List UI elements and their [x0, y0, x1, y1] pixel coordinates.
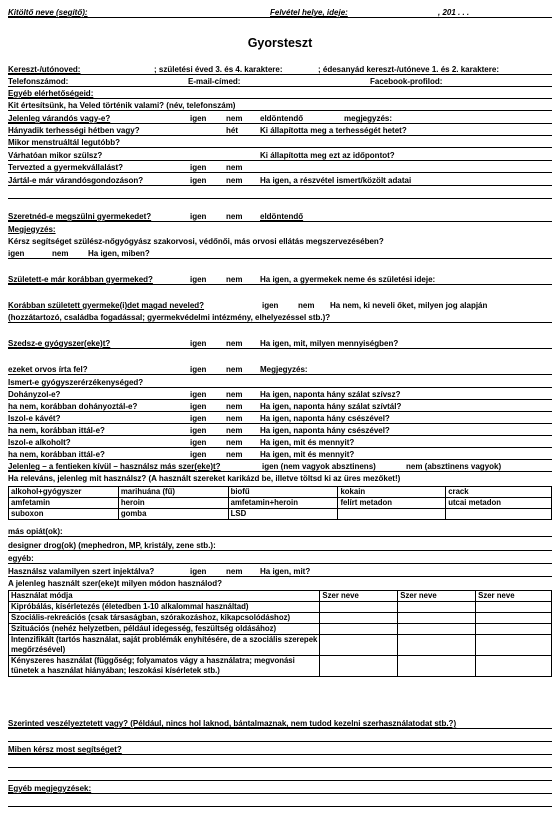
meds-row — [8, 338, 552, 349]
alcohol-before-if-label: Ha igen, mit és mennyit? — [260, 450, 355, 459]
no-option[interactable]: nem — [226, 426, 243, 435]
usage-mode-cell: Kipróbálás, kísérletezés (életedben 1-10 alkalommal használtad) — [9, 602, 320, 613]
other-opiates-row — [8, 526, 552, 537]
mother-label: ; édesanyád kereszt-/utóneve 1. és 2. karaktere: — [318, 65, 499, 74]
how-use-row — [8, 578, 552, 589]
yes-option[interactable]: igen — [190, 176, 207, 185]
raise-label: Korábban született gyermeke(i)det magad neveled? — [8, 301, 205, 310]
smoke-before-row — [8, 401, 552, 412]
planned-row — [8, 162, 552, 173]
notify-row — [8, 100, 552, 111]
birth-expected-label: Várhatóan mikor szülsz? — [8, 151, 103, 160]
substance-cell[interactable]: utcai metadon — [446, 498, 552, 509]
checkups-if-label: Ha igen, a részvétel ismert/közölt adatai — [260, 176, 412, 185]
no-option[interactable]: nem — [226, 212, 243, 221]
coffee-before-label: ha nem, korábban ittál-e? — [8, 426, 105, 435]
usage-row — [9, 656, 552, 677]
substance-cell[interactable]: alkohol+gyógyszer — [9, 487, 119, 498]
yes-option[interactable]: igen — [190, 390, 207, 399]
remarks-label: Megjegyzés: — [8, 225, 56, 234]
alcohol-before-row — [8, 449, 552, 460]
substance-cell[interactable]: crack — [446, 487, 552, 498]
substance-cell[interactable]: biofű — [228, 487, 338, 498]
yes-option[interactable]: igen — [8, 249, 25, 258]
substance-cell[interactable]: marihuána (fű) — [118, 487, 228, 498]
substance-row — [9, 498, 552, 509]
danger-row — [8, 718, 552, 729]
yes-option[interactable]: igen — [190, 275, 207, 284]
other-subst-label: Jelenleg – a fentieken kívül – használsz más szer(eke)t? — [8, 462, 221, 471]
menstruation-label: Mikor menstruáltál legutóbb? — [8, 138, 121, 147]
substance-row — [9, 487, 552, 498]
yes-option[interactable]: igen — [190, 339, 207, 348]
usage-header-cell: Szer neve — [398, 591, 476, 602]
usage-row — [9, 613, 552, 624]
no-option[interactable]: nem — [226, 176, 243, 185]
remark-2-label: Megjegyzés: — [260, 365, 308, 374]
who-date-label: Ki állapította meg ezt az időpontot? — [260, 151, 395, 160]
help-request-label: Kérsz segítséget szülész-nőgyógyász szakorvosi, védőnői, más orvosi ellátás megszervezésében? — [8, 237, 384, 246]
undecided-option[interactable]: eldöntendő — [260, 212, 304, 221]
help-now-label: Miben kérsz most segítséget? — [8, 745, 122, 754]
no-option[interactable]: nem — [226, 390, 243, 399]
pregnant-label: Jelenleg várandós vagy-e? — [8, 114, 111, 123]
substance-cell[interactable]: amfetamin+heroin — [228, 498, 338, 509]
coffee-row — [8, 413, 552, 424]
no-option[interactable]: nem — [226, 402, 243, 411]
substance-cell[interactable]: amfetamin — [9, 498, 119, 509]
raise-if-2-label: (hozzátartozó, családba fogadással; gyermekvédelmi intézmény, elhelyezéssel stb.)? — [8, 313, 331, 322]
usage-substance-cell[interactable] — [476, 602, 552, 613]
relevant-row — [8, 473, 552, 484]
substance-cell[interactable]: felírt metadon — [338, 498, 446, 509]
substance-cell[interactable]: suboxon — [9, 509, 119, 520]
birth-expected-row — [8, 150, 552, 161]
no-option[interactable]: nem — [226, 163, 243, 172]
yes-option[interactable]: igen — [190, 402, 207, 411]
alcohol-label: Iszol-e alkoholt? — [8, 438, 71, 447]
born-before-label: Született-e már korábban gyermeked? — [8, 275, 153, 284]
usage-header-cell: Használat módja — [9, 591, 320, 602]
usage-substance-cell[interactable] — [320, 613, 398, 624]
usage-substance-cell[interactable] — [320, 635, 398, 656]
no-option[interactable]: nem — [298, 301, 315, 310]
yes-option[interactable]: igen — [190, 212, 207, 221]
danger-label: Szerinted veszélyeztetett vagy? (Például, nincs hol laknod, bántalmaznak, nem tudod kezelni szerhasználatodat stb.?) — [8, 719, 457, 728]
phone-row — [8, 76, 552, 87]
checkups-row — [8, 175, 552, 186]
alcohol-before-label: ha nem, korábban ittál-e? — [8, 450, 105, 459]
other-label: egyéb: — [8, 554, 34, 563]
no-option[interactable]: nem — [226, 438, 243, 447]
no-option[interactable]: nem — [52, 249, 69, 258]
page-title: Gyorsteszt — [247, 36, 313, 50]
name-label: Kereszt-/utónoved: — [8, 65, 81, 74]
smoke-label: Dohányzol-e? — [8, 390, 61, 399]
other-subst-row — [8, 461, 552, 472]
meds-if-label: Ha igen, mit, milyen mennyiségben? — [260, 339, 399, 348]
yes-option[interactable]: igen — [190, 163, 207, 172]
checkups-label: Jártál-e már várandósgondozáson? — [8, 176, 144, 185]
help-if-label: Ha igen, miben? — [88, 249, 150, 258]
inject-if-label: Ha igen, mit? — [260, 567, 311, 576]
yes-option[interactable]: igen — [190, 365, 207, 374]
facebook-label: Facebook-profilod: — [370, 77, 443, 86]
usage-substance-cell[interactable] — [398, 602, 476, 613]
usage-substance-cell[interactable] — [320, 624, 398, 635]
name-row — [8, 64, 552, 75]
blank-line — [8, 188, 552, 199]
blank-line — [8, 757, 552, 768]
meds-label: Szedsz-e gyógyszer(eke)t? — [8, 339, 111, 348]
designer-label: designer drog(ok) (mephedron, MP, kristály, zene stb.): — [8, 541, 216, 550]
blank-line — [8, 770, 552, 781]
substance-cell[interactable]: heroin — [118, 498, 228, 509]
place-date-label: Felvétel helye, ideje: — [270, 8, 348, 17]
no-option[interactable]: nem — [226, 339, 243, 348]
usage-mode-cell: Kényszeres használat (függőség; folyamatos vágy a használatra; megvonási tünetek a használat hiányában; leszokási kísérletek stb.) — [9, 656, 320, 677]
no-option[interactable]: nem — [226, 114, 243, 123]
undecided-option[interactable]: eldöntendő — [260, 114, 304, 123]
usage-row — [9, 635, 552, 656]
abstinent-yes-option[interactable]: igen (nem vagyok absztinens) — [262, 462, 376, 471]
inject-row — [8, 566, 552, 577]
yes-option[interactable]: igen — [190, 438, 207, 447]
inject-label: Használsz valamilyen szert injektálva? — [8, 567, 155, 576]
usage-table — [8, 590, 552, 677]
phone-label: Telefonszámod: — [8, 77, 69, 86]
usage-header-row — [9, 591, 552, 602]
usage-mode-cell: Intenzifikált (tartós használat, saját problémák enyhítésére, de a szociális szerepek megőrzésével) — [9, 635, 320, 656]
substance-cell[interactable]: LSD — [228, 509, 338, 520]
yes-option[interactable]: igen — [262, 301, 279, 310]
born-before-row — [8, 274, 552, 285]
yes-option[interactable]: igen — [190, 414, 207, 423]
prescribed-row — [8, 364, 552, 375]
other-opiates-label: más opiát(ok): — [8, 527, 63, 536]
coffee-before-row — [8, 425, 552, 436]
substance-cell[interactable] — [338, 509, 446, 520]
allergy-row — [8, 377, 552, 388]
other-contact-label: Egyéb elérhetőségeid: — [8, 89, 94, 98]
usage-mode-cell: Szituációs (nehéz helyzetben, például idegesség, feszültség oldásához) — [9, 624, 320, 635]
email-label: E-mail-címed: — [188, 77, 241, 86]
week-row — [8, 125, 552, 136]
raise-if-label: Ha nem, ki neveli őket, milyen jog alapján — [330, 301, 488, 310]
usage-substance-cell[interactable] — [398, 624, 476, 635]
designer-row — [8, 540, 552, 551]
smoke-if-label: Ha igen, naponta hány szálat szívsz? — [260, 390, 401, 399]
yes-option[interactable]: igen — [190, 114, 207, 123]
usage-mode-cell: Szociális-rekreációs (csak társaságban, szórakozáshoz, kikapcsolódáshoz) — [9, 613, 320, 624]
relevant-label: Ha releváns, jelenleg mit használsz? (A használt szereket karikázd be, illetve töltsd ki az üres mezőket!) — [8, 474, 401, 483]
keep-child-row — [8, 211, 552, 222]
pregnant-row — [8, 113, 552, 124]
usage-substance-cell[interactable] — [320, 656, 398, 677]
smoke-row — [8, 389, 552, 400]
blank-line — [8, 731, 552, 742]
year-label: , 201 . . . — [438, 8, 470, 17]
no-option[interactable]: nem — [226, 414, 243, 423]
prescribed-label: ezeket orvos írta fel? — [8, 365, 88, 374]
birth-year-label: ; születési éved 3. és 4. karaktere: — [154, 65, 283, 74]
usage-substance-cell[interactable] — [476, 635, 552, 656]
usage-header-cell: Szer neve — [320, 591, 398, 602]
substance-cell[interactable]: gomba — [118, 509, 228, 520]
yes-option[interactable]: igen — [190, 450, 207, 459]
planned-label: Tervezted a gyermekvállalást? — [8, 163, 124, 172]
how-use-label: A jelenleg használt szer(eke)t milyen módon használod? — [8, 579, 222, 588]
usage-row — [9, 624, 552, 635]
help-options-row — [8, 248, 552, 259]
usage-substance-cell[interactable] — [398, 635, 476, 656]
no-option[interactable]: nem — [226, 275, 243, 284]
yes-option[interactable]: igen — [190, 567, 207, 576]
other-contact-row — [8, 88, 552, 99]
header-row — [8, 7, 552, 18]
helper-name-label: Kitöltő neve (segítő): — [8, 8, 88, 17]
usage-row — [9, 602, 552, 613]
smoke-before-label: ha nem, korábban dohányoztál-e? — [8, 402, 138, 411]
remark-label: megjegyzés: — [344, 114, 393, 123]
no-option[interactable]: nem — [226, 567, 243, 576]
alcohol-row — [8, 437, 552, 448]
help-now-row — [8, 744, 552, 755]
raise-row-2 — [8, 312, 552, 323]
who-confirmed-label: Ki állapította meg a terhességét hetet? — [260, 126, 407, 135]
coffee-if-label: Ha igen, naponta hány csészével? — [260, 414, 390, 423]
blank-line — [8, 796, 552, 807]
usage-substance-cell[interactable] — [476, 624, 552, 635]
substance-cell[interactable] — [446, 509, 552, 520]
menstruation-row — [8, 137, 552, 148]
raise-row — [8, 300, 552, 311]
substances-table — [8, 486, 552, 520]
usage-substance-cell[interactable] — [476, 613, 552, 624]
alcohol-if-label: Ha igen, mit és mennyit? — [260, 438, 355, 447]
keep-child-label: Szeretnéd-e megszülni gyermekedet? — [8, 212, 152, 221]
yes-option[interactable]: igen — [190, 426, 207, 435]
other-row — [8, 553, 552, 564]
usage-substance-cell[interactable] — [398, 656, 476, 677]
smoke-before-if-label: Ha igen, naponta hány szálat szívtál? — [260, 402, 402, 411]
remarks-row — [8, 224, 552, 235]
other-notes-label: Egyéb megjegyzések: — [8, 784, 92, 793]
help-request-row — [8, 236, 552, 247]
born-if-label: Ha igen, a gyermekek neme és születési ideje: — [260, 275, 436, 284]
no-option[interactable]: nem — [226, 365, 243, 374]
usage-substance-cell[interactable] — [398, 613, 476, 624]
substance-cell[interactable]: kokain — [338, 487, 446, 498]
usage-substance-cell[interactable] — [476, 656, 552, 677]
week-label: Hányadik terhességi hétben vagy? — [8, 126, 140, 135]
allergy-label: Ismert-e gyógyszerérzékenységed? — [8, 378, 144, 387]
notify-label: Kit értesítsünk, ha Veled történik valami? (név, telefonszám) — [8, 101, 236, 110]
coffee-label: Iszol-e kávét? — [8, 414, 61, 423]
usage-substance-cell[interactable] — [320, 602, 398, 613]
week-unit-label: hét — [226, 126, 238, 135]
coffee-before-if-label: Ha igen, naponta hány csészével? — [260, 426, 390, 435]
abstinent-no-option[interactable]: nem (absztinens vagyok) — [406, 462, 502, 471]
substance-row — [9, 509, 552, 520]
usage-header-cell: Szer neve — [476, 591, 552, 602]
other-notes-row — [8, 783, 552, 794]
no-option[interactable]: nem — [226, 450, 243, 459]
